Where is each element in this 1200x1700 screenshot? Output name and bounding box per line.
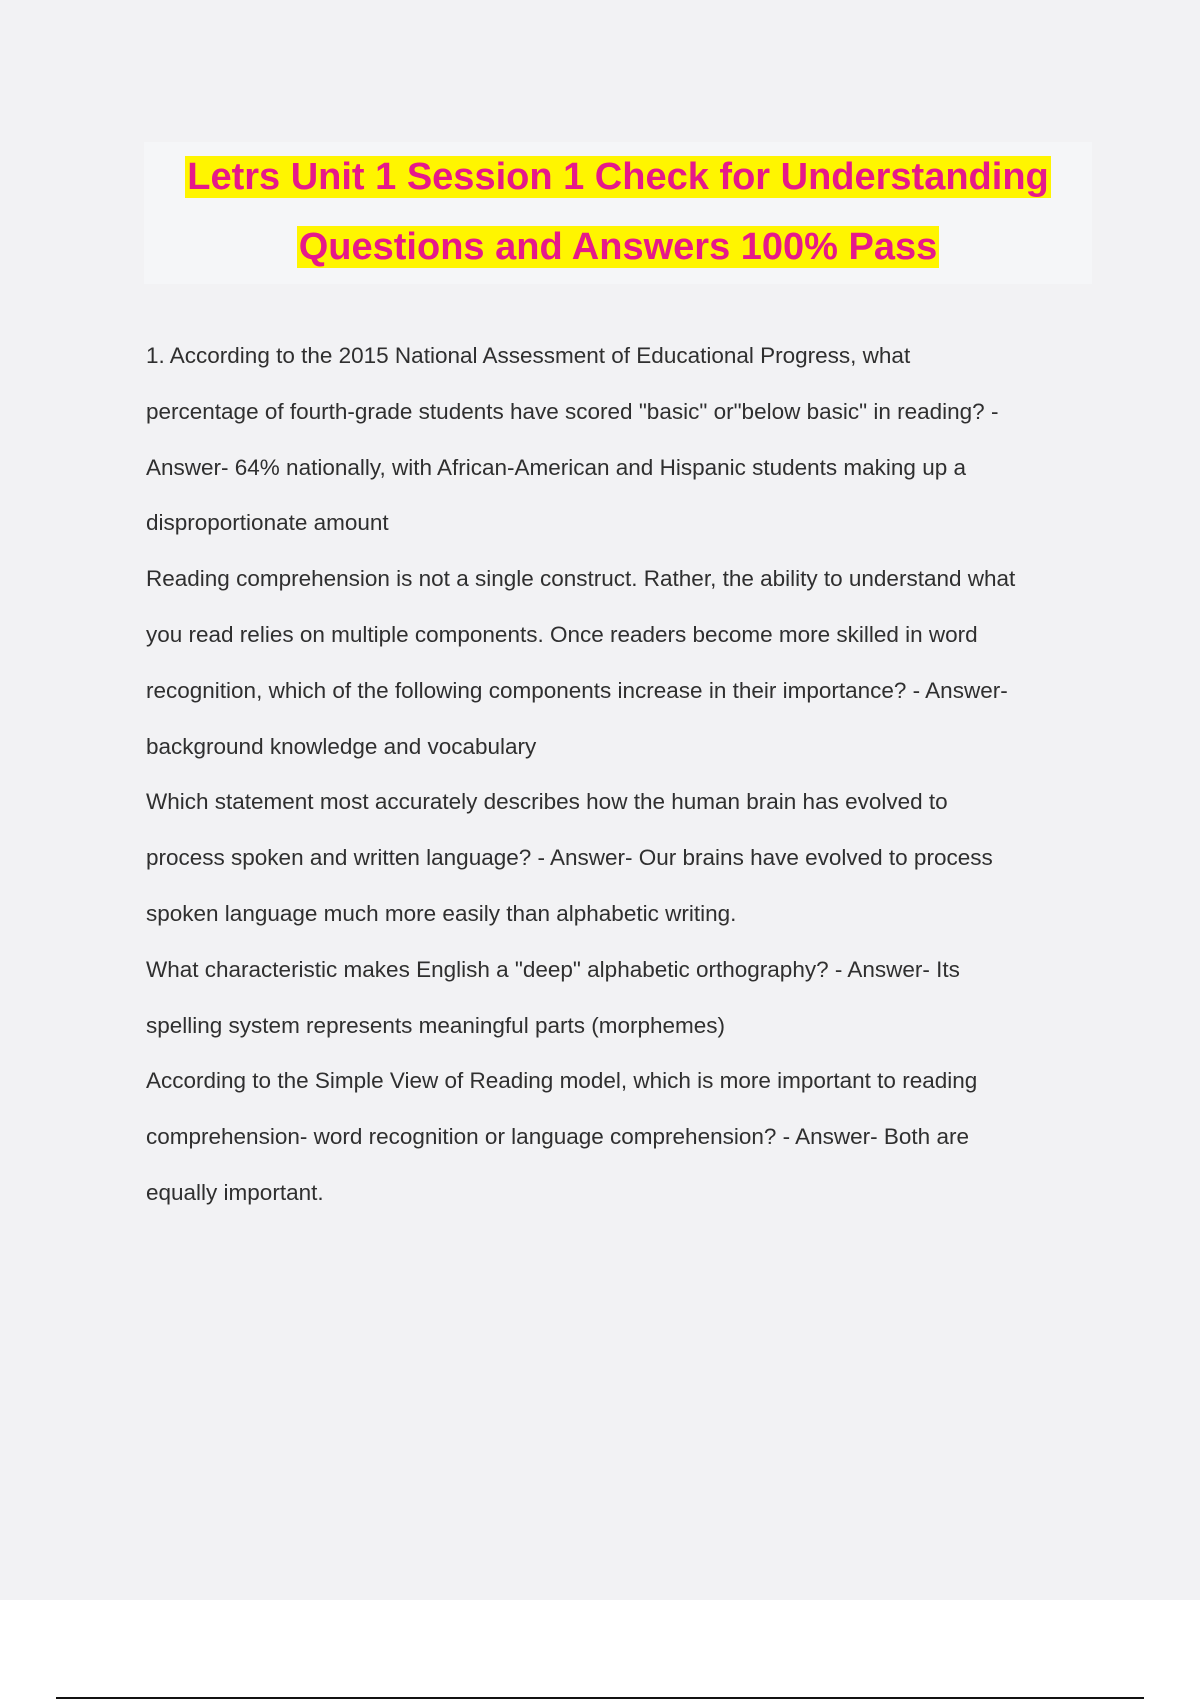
- qa-item-4-line-1: What characteristic makes English a "deep" alphabetic orthography? - Answer- Its: [146, 956, 960, 982]
- qa-item-1-line-4: disproportionate amount: [146, 510, 389, 536]
- qa-item-1-line-1: 1. According to the 2015 National Assessment of Educational Progress, what: [146, 343, 911, 368]
- qa-item-2-line-2: you read relies on multiple components. Once readers become more skilled in word: [146, 621, 978, 647]
- qa-item-2: [146, 551, 1096, 774]
- qa-item-3: [146, 774, 1096, 941]
- title-line-2: [144, 212, 1092, 282]
- title-line-2-text: Questions and Answers 100% Pass: [298, 226, 938, 268]
- qa-item-1-line-3: Answer- 64% nationally, with African-American and Hispanic students making up a: [146, 454, 966, 480]
- qa-item-2-line-3: recognition, which of the following components increase in their importance? - Answer-: [146, 677, 1008, 703]
- qa-item-5: [146, 1053, 1096, 1220]
- qa-item-2-line-4: background knowledge and vocabulary: [146, 733, 537, 759]
- qa-item-5-line-3: equally important.: [146, 1179, 324, 1205]
- qa-item-4-line-2: spelling system represents meaningful parts (morphemes): [146, 1012, 725, 1038]
- qa-item-4: [146, 942, 1096, 1054]
- qa-item-5-line-1: According to the Simple View of Reading model, which is more important to reading: [146, 1068, 978, 1094]
- qa-item-3-line-2: process spoken and written language? - Answer- Our brains have evolved to process: [146, 845, 993, 871]
- qa-item-5-line-2: comprehension- word recognition or language comprehension? - Answer- Both are: [146, 1124, 969, 1150]
- qa-item-1-line-2: percentage of fourth-grade students have scored "basic" or"below basic" in reading? -: [146, 398, 999, 424]
- qa-content: [146, 328, 1096, 1221]
- qa-item-1: [146, 328, 1096, 551]
- footer-rule: [56, 1697, 1144, 1699]
- qa-item-2-line-1: Reading comprehension is not a single construct. Rather, the ability to understand what: [146, 566, 1016, 592]
- qa-item-3-line-1: Which statement most accurately describes how the human brain has evolved to: [146, 789, 948, 815]
- title-line-1-text: Letrs Unit 1 Session 1 Check for Understanding: [187, 156, 1049, 198]
- title-line-1: [144, 142, 1092, 212]
- document-title: [144, 142, 1092, 284]
- qa-item-3-line-3: spoken language much more easily than alphabetic writing.: [146, 900, 737, 926]
